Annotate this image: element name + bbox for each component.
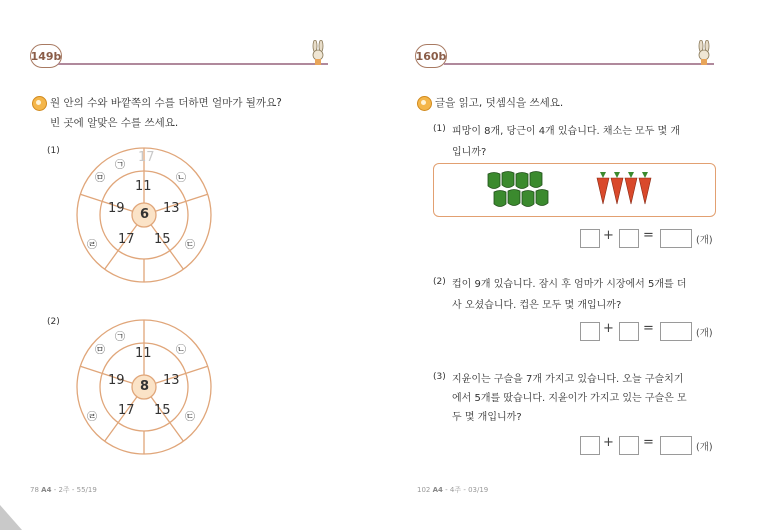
wheel1-inner-lower-left: 17 <box>118 232 135 247</box>
wheel1-label-e: ㉤ <box>95 173 105 184</box>
answer-box-r1-a[interactable] <box>580 229 600 248</box>
answer-box-r2-b[interactable] <box>619 322 639 341</box>
vegetable-picture-box <box>433 163 716 217</box>
answer-box-r1-b[interactable] <box>619 229 639 248</box>
answer-box-r2-result[interactable] <box>660 322 692 341</box>
wheel2-label-a: ㉠ <box>115 332 125 343</box>
header-line-right <box>444 63 714 65</box>
wheel2-label-b: ㉡ <box>176 345 186 356</box>
wheel1-label-b: ㉡ <box>176 173 186 184</box>
wheel1-label-d: ㉣ <box>87 240 97 251</box>
problem-r2-label: (2) <box>433 277 446 287</box>
wheel2-inner-left: 19 <box>108 373 125 388</box>
answer-box-r3-result[interactable] <box>660 436 692 455</box>
wheel2-label-c: ㉢ <box>185 412 195 423</box>
unit-r1: (개) <box>696 235 713 246</box>
problem-r1-line1: 피망이 8개, 당근이 4개 있습니다. 채소는 모두 몇 개 <box>452 126 681 137</box>
problem-r3-line1: 지윤이는 구슬을 7개 가지고 있습니다. 오늘 구슬치기 <box>452 374 684 385</box>
answer-box-r3-a[interactable] <box>580 436 600 455</box>
problem1-label: (1) <box>47 146 60 156</box>
peppers-icon <box>484 168 564 212</box>
equals-sign: = <box>643 228 654 243</box>
plus-sign: + <box>603 435 614 450</box>
answer-box-r3-b[interactable] <box>619 436 639 455</box>
wheel2-center: 8 <box>140 379 150 394</box>
wheel2-inner-lower-right: 15 <box>154 403 171 418</box>
page-badge-right: 160b <box>415 44 447 68</box>
wheel1-center: 6 <box>140 207 150 222</box>
problem2-label: (2) <box>47 317 60 327</box>
wheel1-inner-right: 13 <box>163 201 180 216</box>
carrots-icon <box>594 168 654 212</box>
rabbit-icon <box>692 40 716 66</box>
question-icon <box>32 96 47 111</box>
footer-left-sub: - 2주 - 55/19 <box>53 486 97 494</box>
page-corner <box>0 505 22 530</box>
footer-left-page: 78 <box>30 486 39 494</box>
instruction-right: 글을 읽고, 덧셈식을 쓰세요. <box>435 97 564 109</box>
instruction-line2: 빈 곳에 알맞은 수를 쓰세요. <box>50 117 179 129</box>
wheel2-label-d: ㉣ <box>87 412 97 423</box>
question-icon <box>417 96 432 111</box>
problem-r2-line1: 컵이 9개 있습니다. 잠시 후 엄마가 시장에서 5개를 더 <box>452 279 687 290</box>
plus-sign: + <box>603 228 614 243</box>
footer-right-page: 102 <box>417 486 431 494</box>
wheel1-inner-left: 19 <box>108 201 125 216</box>
instruction-line1: 원 안의 수와 바깥쪽의 수를 더하면 얼마가 될까요? <box>50 97 282 109</box>
footer-right-sub: - 4주 - 03/19 <box>445 486 489 494</box>
header-line-left <box>58 63 328 65</box>
rabbit-icon <box>306 40 330 66</box>
plus-sign: + <box>603 321 614 336</box>
answer-box-r1-result[interactable] <box>660 229 692 248</box>
wheel2-inner-right: 13 <box>163 373 180 388</box>
wheel1-inner-top: 11 <box>135 179 152 194</box>
wheel2-inner-lower-left: 17 <box>118 403 135 418</box>
problem-r3-label: (3) <box>433 372 446 382</box>
wheel1-label-a: ㉠ <box>115 160 125 171</box>
equals-sign: = <box>643 435 654 450</box>
problem-r2-line2: 사 오셨습니다. 컵은 모두 몇 개입니까? <box>452 300 622 311</box>
answer-box-r2-a[interactable] <box>580 322 600 341</box>
problem-r3-line2: 에서 5개를 땄습니다. 지윤이가 가지고 있는 구슬은 모 <box>452 393 687 404</box>
wheel2-inner-top: 11 <box>135 346 152 361</box>
wheel2-label-e: ㉤ <box>95 345 105 356</box>
problem-r1-line2: 입니까? <box>452 147 487 158</box>
wheel1-inner-lower-right: 15 <box>154 232 171 247</box>
footer-left <box>30 485 97 495</box>
wheel1-label-c: ㉢ <box>185 240 195 251</box>
unit-r3: (개) <box>696 442 713 453</box>
problem-r1-label: (1) <box>433 124 446 134</box>
footer-right <box>417 485 488 495</box>
footer-left-brand: A4 <box>41 486 52 494</box>
equals-sign: = <box>643 321 654 336</box>
problem-r3-line3: 두 몇 개입니까? <box>452 412 522 423</box>
page-badge-left: 149b <box>30 44 62 68</box>
wheel1-answer-example: 17 <box>138 150 155 165</box>
unit-r2: (개) <box>696 328 713 339</box>
footer-right-brand: A4 <box>432 486 443 494</box>
